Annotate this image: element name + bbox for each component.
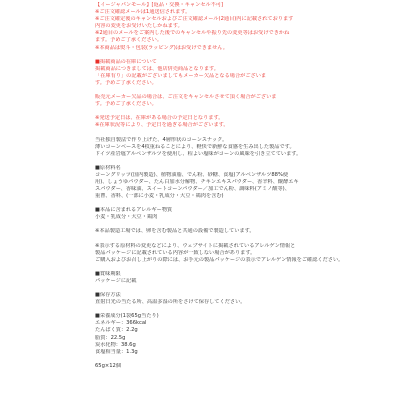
nutrition-row: エネルギー：366kcal xyxy=(95,320,147,327)
allergen-note-line: ※表示する原材料の変更などにより、ウェブサイトに掲載されているアレルゲン情報と xyxy=(95,242,296,249)
allergens-heading: ■本品に含まれるアレルギー物質 xyxy=(95,207,173,214)
notice-line: ※ご注文確定後のキャンセルおよびご注文確認メール(2通目)内に記載されております xyxy=(95,16,294,23)
ingredients-block xyxy=(95,165,392,200)
nutrition-row: たんぱく質：2.2g xyxy=(95,327,138,334)
nutrition-row: 脂質：22.5g xyxy=(95,334,126,341)
stock-notice-line: す。予めご了承ください。 xyxy=(95,79,157,86)
notice-line: ※2通目のメールをご案内した後でのキャンセルや振り先の変更等はお受けできかね xyxy=(95,30,290,37)
notice-line: ※本商品は熨斗・包装(ラッピング)はお受けできません。 xyxy=(95,44,228,51)
allergen-note-block xyxy=(95,228,392,263)
stock-notice-line: ■掲載商品の在庫について xyxy=(95,58,157,65)
notice-line: 【イージャパンモール】[返品・交換・キャンセル不可] xyxy=(95,2,224,8)
storage-block xyxy=(95,292,392,306)
notice-block xyxy=(95,2,392,52)
storage-heading: ■保存方法 xyxy=(95,292,121,299)
allergen-note-line: 製品パッケージに記載されている内容が一致しない場合があります。 xyxy=(95,249,256,256)
stock-notice-line: す。予めご了承ください。 xyxy=(95,101,157,108)
notice-line: ※ご注文確認メールは1通送信されます。 xyxy=(95,9,191,16)
storage-value: 直射日光の当たる所、高温多湿の所をさけて保存してください。 xyxy=(95,299,246,306)
stock-notice-block xyxy=(95,59,392,109)
allergens-value: 小麦・乳成分・大豆・鶏肉 xyxy=(95,214,158,221)
nutrition-block xyxy=(95,313,392,356)
nutrition-row: 食塩相当量：1.3g xyxy=(95,348,138,355)
allergen-note-line: ご購入およびお召し上がりの際には、お手元の製品パッケージの表示でアレルゲン情報をご確認ください。 xyxy=(95,256,344,263)
shipping-notice-line: ※在庫状況等により、予定日を過ぎる場合がございます。 xyxy=(95,122,229,129)
best-before-heading: ■賞味期限 xyxy=(95,270,121,277)
allergens-block xyxy=(95,207,392,221)
ingredients-line: スパウダー、香味油、スイートコーンパウダー／加工でん粉、調味料(アミノ酸等)、 xyxy=(95,186,290,193)
stock-notice-line: 「在庫有り」の記載がございましてもメーカー欠品となる場合がございま xyxy=(95,72,267,79)
notice-line: 内容の変更をお受けいたしかねます。 xyxy=(95,23,183,30)
ingredients-line: 重曹、香料、(一部に小麦・乳成分・大豆・鶏肉を含む) xyxy=(95,193,224,200)
shipping-notice-line: ※発送予定日は、在庫がある場合の予定日となります。 xyxy=(95,115,224,122)
notice-line: ます。予めご了承ください。 xyxy=(95,37,163,44)
description-line: ドイツ産岩塩アルペンザルツを使用し、程よい塩味がコーンの風味を引き立てています。 xyxy=(95,150,302,157)
description-line: 当社独自製法で作り上げた、4層形状のコーンスナック。 xyxy=(95,136,228,143)
ingredients-line: 用)、しょうゆパウダー、たん白加水分解物、チキンエキスパウダー、香辛料、醗酵エキ xyxy=(95,178,299,185)
shipping-notice-block xyxy=(95,115,392,129)
ingredients-line: コーングリッツ(国内製造)、植物油脂、でん粉、砂糖、食塩(アルペンザルツ88%使 xyxy=(95,171,289,178)
ingredients-heading: ■原材料名 xyxy=(95,164,121,171)
best-before-value: パッケージに記載 xyxy=(95,278,137,284)
spec-block xyxy=(95,363,392,370)
description-block xyxy=(95,137,392,158)
stock-notice-line: 販売元メーカー欠品の場合は、ご注文をキャンセルさせて頂く場合がございま xyxy=(95,94,277,101)
description-line: 薄いコーンベースを4枚重ねることにより、軽快で新鮮な食感を生み出した製品です。 xyxy=(95,143,295,150)
allergen-note-line xyxy=(95,236,392,243)
stock-notice-line xyxy=(95,87,392,94)
best-before-block xyxy=(95,271,392,285)
nutrition-heading: ■栄養成分(1袋65g当たり) xyxy=(95,313,159,320)
nutrition-row: 炭水化物：38.6g xyxy=(95,341,136,348)
allergen-note-line: ※本品製造工場では、卵を含む製品と共通の設備で製造しています。 xyxy=(95,228,255,235)
product-spec: 65g×12個 xyxy=(95,362,122,369)
stock-notice-line: 掲載商品につきましては、他店併売商品となります。 xyxy=(95,65,219,72)
